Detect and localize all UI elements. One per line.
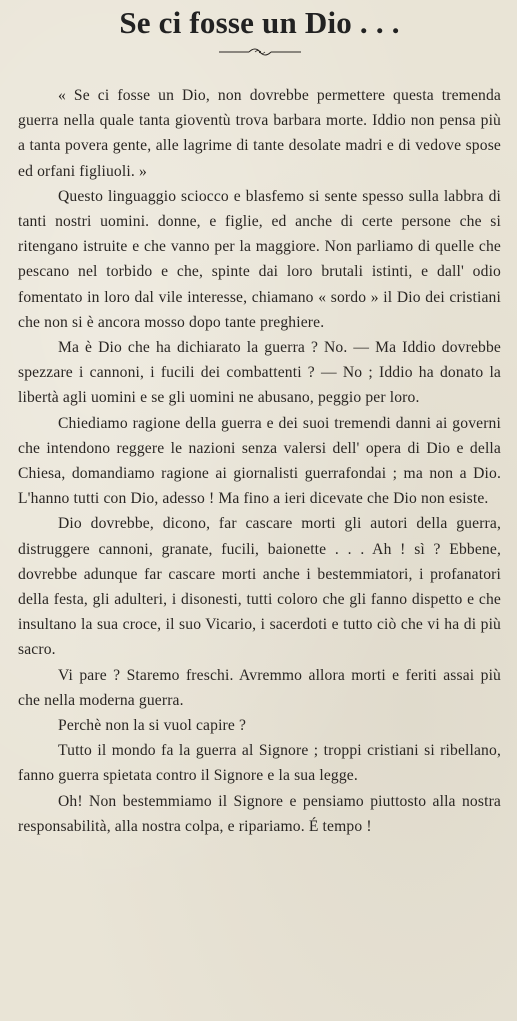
paragraph: Dio dovrebbe, dicono, far cascare morti gli autori della guerra, distruggere cannoni, granate, fucili, baionette . . . Ah ! sì ? Ebbene, dovrebbe adunque far cascare morti anche i bestemmiatori, i profanatori della festa, gli adulteri, i disonesti, tutti coloro che gli fanno dispetto e che insultano la sua croce, il suo Vicario, i sacerdoti e tutto ciò che vi ha di più sacro. [18,515,501,659]
paragraph: Tutto il mondo fa la guerra al Signore ; troppi cristiani si ribellano, fanno guerra spietata contro il Signore e la sua legge. [18,742,501,785]
paragraph: Ma è Dio che ha dichiarato la guerra ? No. — Ma Iddio dovrebbe spezzare i cannoni, i fucili dei combattenti ? — No ; Iddio ha donato la libertà agli uomini e se gli uomini ne abusano, peggio per loro. [18,339,501,407]
paragraph: Oh! Non bestemmiamo il Signore e pensiamo piuttosto alla nostra responsabilità, alla nostra colpa, e ripariamo. É tempo ! [18,792,501,835]
paragraph: Perchè non la si vuol capire ? [58,717,247,735]
ornamental-divider [219,47,301,57]
article-body [18,83,501,839]
paragraph: Chiediamo ragione della guerra e dei suoi tremendi danni ai governi che intendono reggere le nazioni senza valersi dell' opera di Dio e della Chiesa, domandiamo ragione ai giornalisti guerrafondai ; ma non a Dio. L'hanno tutti con Dio, adesso ! Ma fino a ieri dicevate che Dio non esiste. [18,414,501,508]
paragraph: Questo linguaggio sciocco e blasfemo si sente spesso sulla labbra di tanti nostri uomini. donne, e figlie, ed anche di certe persone che si ritengano istruite e che vanno per la maggiore. Non parliamo di quelle che pescano nel torbido e che, spinte dai loro brutali istinti, e dall' odio fomentato in loro dal vile interesse, chiamano « sordo » il Dio dei cristiani che non si è ancora mosso dopo tante preghiere. [18,187,501,331]
paragraph: Vi pare ? Staremo freschi. Avremmo allora morti e feriti assai più che nella moderna guerra. [18,666,501,709]
article-title: Se ci fosse un Dio . . . [119,5,400,40]
paragraph: « Se ci fosse un Dio, non dovrebbe permettere questa tremenda guerra nella quale tanta gioventù trova barbara morte. Iddio non pensa più a tanta povera gente, alle lagrime di tante desolate madri e di vedove spose ed orfani figliuoli. » [18,87,501,180]
